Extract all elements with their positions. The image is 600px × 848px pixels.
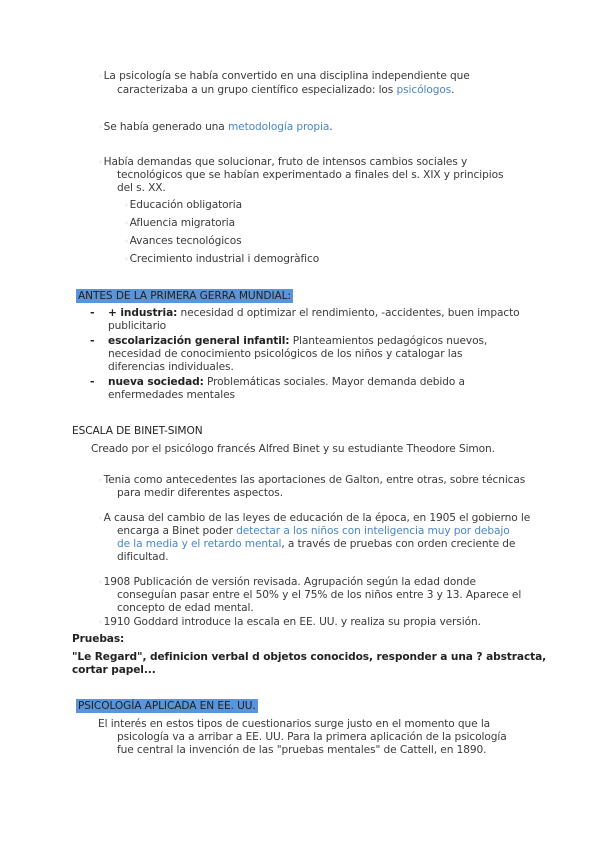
list-item-escolarizacion-line2: necesidad de conocimiento psicológicos de los niños y catalogar las <box>108 348 463 360</box>
binet-bullet-2: ◦A causa del cambio de las leyes de educación de la época, en 1905 el gobierno le <box>98 512 531 524</box>
dash-bullet: - <box>90 334 95 347</box>
bullet-icon: ◦ <box>124 237 129 246</box>
retardo-link: de la media y el retardo mental <box>117 538 282 550</box>
applied-line3: fue central la invención de las "pruebas mentales" de Cattell, en 1890. <box>117 744 487 756</box>
detectar-link: detectar a los niños con inteligencia muy por debajo <box>236 525 510 537</box>
binet-bullet-3-line2: conseguían pasar entre el 50% y el 75% de los niños entre 3 y 13. Aparece el <box>117 589 522 601</box>
bullet-icon: ◦ <box>98 123 103 132</box>
intro-paragraph-3: ◦Había demandas que solucionar, fruto de intensos cambios sociales y <box>98 156 468 168</box>
list-item-escolarizacion: escolarización general infantil: Planteamientos pedagógicos nuevos, <box>108 335 488 347</box>
pruebas-label: Pruebas: <box>72 633 125 645</box>
intro-paragraph-3-line2: tecnológicos que se habían experimentado a finales del s. XIX y principios <box>117 169 504 181</box>
bullet-icon: ◦ <box>124 219 129 228</box>
intro-paragraph-1: ◦La psicología se había convertido en una disciplina independiente que <box>98 70 470 82</box>
bullet-icon: ◦ <box>124 255 129 264</box>
bullet-icon: ◦ <box>98 578 103 587</box>
bullet-icon: ◦ <box>98 72 103 81</box>
pruebas-line2: cortar papel... <box>72 664 156 676</box>
psicologos-link: psicólogos <box>396 84 452 96</box>
binet-bullet-2-line2: encarga a Binet poder detectar a los niños con inteligencia muy por debajo <box>117 525 510 537</box>
list-item-escolarizacion-line3: diferencias individuales. <box>108 361 234 373</box>
list-item-nueva-sociedad: nueva sociedad: Problemáticas sociales. Mayor demanda debido a <box>108 376 465 388</box>
binet-bullet-3: ◦1908 Publicación de versión revisada. Agrupación según la edad donde <box>98 576 476 588</box>
section-heading-before-ww1: ANTES DE LA PRIMERA GERRA MUNDIAL: <box>78 290 291 302</box>
intro-paragraph-2: ◦Se había generado una metodología propia. <box>98 121 333 133</box>
bullet-icon: ◦ <box>98 158 103 167</box>
sub-item: ◦Avances tecnológicos <box>124 235 242 247</box>
binet-bullet-2-line3: de la media y el retardo mental, a través de pruebas con orden creciente de <box>117 538 516 550</box>
sub-item: ◦Crecimiento industrial i demogràfico <box>124 253 320 265</box>
binet-bullet-1: ◦Tenia como antecedentes las aportaciones de Galton, entre otras, sobre técnicas <box>98 474 526 486</box>
bullet-icon: ◦ <box>98 618 103 627</box>
list-item-industria-cont: publicitario <box>108 320 167 332</box>
bullet-icon: ◦ <box>124 201 129 210</box>
intro-paragraph-1-cont: caracterizaba a un grupo científico especializado: los psicólogos. <box>117 84 455 96</box>
section-heading-binet: ESCALA DE BINET-SIMON <box>72 425 203 437</box>
list-item-industria: + industria: necesidad d optimizar el rendimiento, -accidentes, buen impacto <box>108 307 520 319</box>
binet-bullet-1-cont: para medir diferentes aspectos. <box>117 487 283 499</box>
binet-bullet-4: ◦1910 Goddard introduce la escala en EE. UU. y realiza su propia versión. <box>98 616 481 628</box>
dash-bullet: - <box>90 375 95 388</box>
applied-line2: psicología va a arribar a EE. UU. Para la primera aplicación de la psicología <box>117 731 507 743</box>
applied-line1: El interés en estos tipos de cuestionarios surge justo en el momento que la <box>98 718 491 730</box>
bullet-icon: ◦ <box>98 476 103 485</box>
sub-item: ◦Educación obligatoria <box>124 199 243 211</box>
intro-paragraph-3-line3: del s. XX. <box>117 182 166 194</box>
binet-created: Creado por el psicólogo francés Alfred Binet y su estudiante Theodore Simon. <box>91 443 495 455</box>
section-heading-applied: PSICOLOGÍA APLICADA EN EE. UU. <box>78 700 256 712</box>
binet-bullet-3-line3: concepto de edad mental. <box>117 602 254 614</box>
dash-bullet: - <box>90 306 95 319</box>
list-item-nueva-sociedad-cont: enfermedades mentales <box>108 389 235 401</box>
sub-item: ◦Afluencia migratoria <box>124 217 236 229</box>
pruebas-line1: "Le Regard", definicion verbal d objetos conocidos, responder a una ? abstracta, <box>72 651 547 663</box>
binet-bullet-2-line4: dificultad. <box>117 551 169 563</box>
bullet-icon: ◦ <box>98 514 103 523</box>
metodologia-link: metodología propia <box>227 121 330 133</box>
